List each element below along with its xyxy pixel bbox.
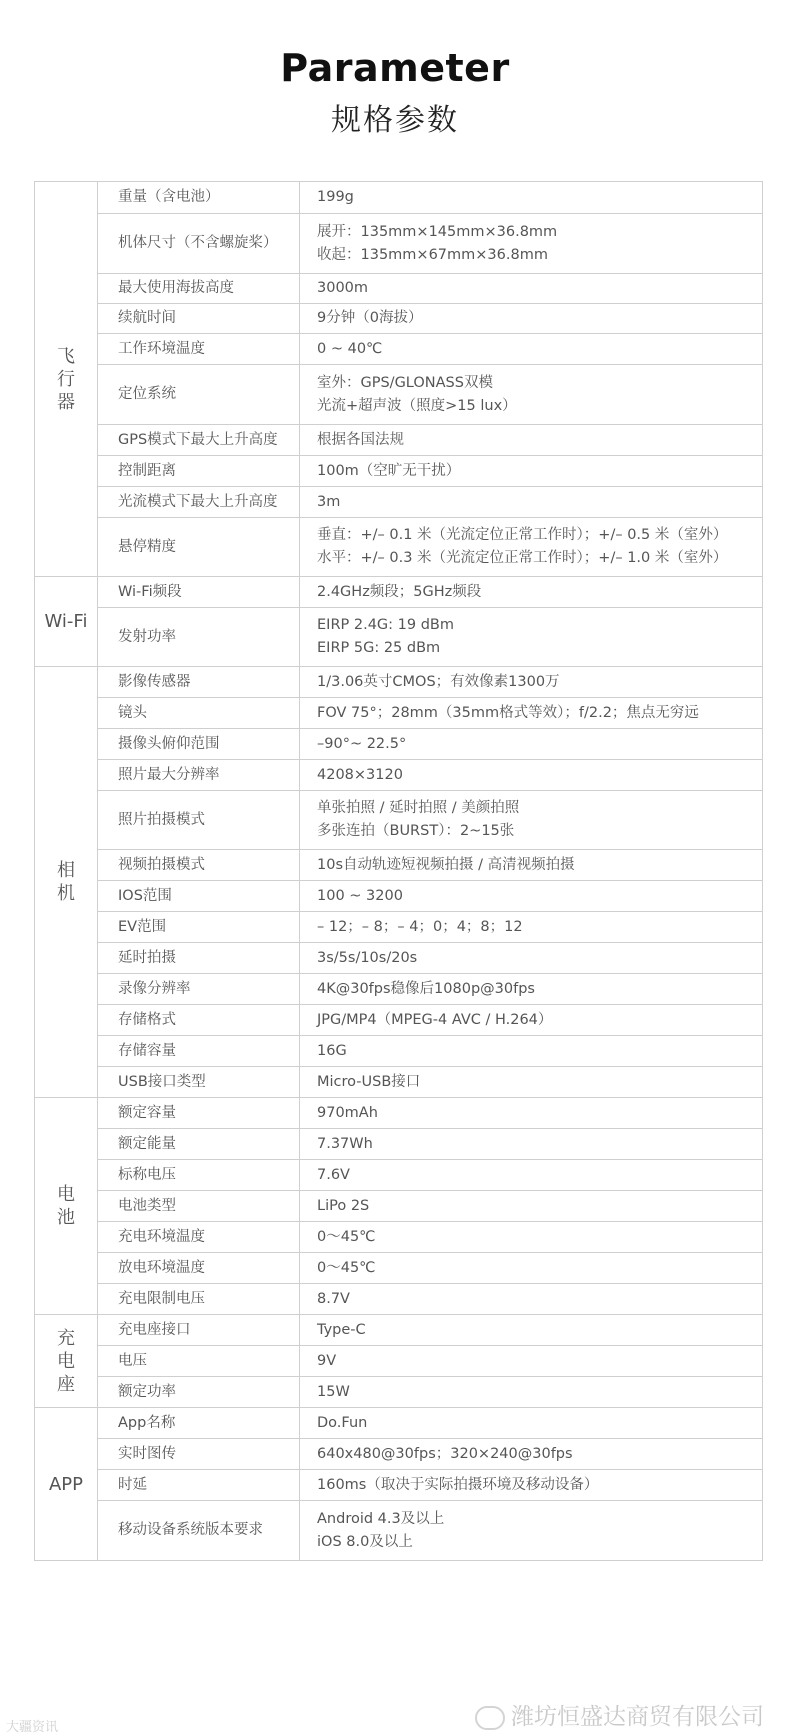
spec-row (35, 943, 763, 974)
param-value-line: 室外：GPS/GLONASS双模 (317, 374, 493, 391)
param-name: 存储容量 (98, 1036, 300, 1067)
param-value (300, 912, 763, 943)
param-name: 摄像头俯仰范围 (98, 729, 300, 760)
wechat-icon (475, 1706, 505, 1730)
param-value (300, 304, 763, 334)
category-label: Wi-Fi (44, 611, 88, 632)
param-value-line: 光流+超声波（照度>15 lux） (317, 397, 517, 414)
param-name: 发射功率 (98, 608, 300, 667)
param-name: 控制距离 (98, 456, 300, 487)
param-name: 额定容量 (98, 1098, 300, 1129)
param-value-line: 水平：+/– 0.3 米（光流定位正常工作时）；+/– 1.0 米（室外） (317, 550, 728, 566)
param-name: 电池类型 (98, 1191, 300, 1222)
spec-row (35, 698, 763, 729)
spec-row (35, 1408, 763, 1439)
spec-row (35, 760, 763, 791)
spec-row (35, 1253, 763, 1284)
param-value (300, 850, 763, 881)
param-name: 重量（含电池） (98, 182, 300, 214)
param-value (300, 577, 763, 608)
spec-row (35, 1315, 763, 1346)
spec-row (35, 1036, 763, 1067)
param-value-line: 10s自动轨迹短视频拍摄 / 高清视频拍摄 (317, 856, 575, 873)
param-value (300, 425, 763, 456)
param-value-line: 2.4GHz频段；5GHz频段 (317, 583, 482, 600)
param-value (300, 760, 763, 791)
param-value (300, 1470, 763, 1501)
spec-row (35, 334, 763, 365)
param-value (300, 214, 763, 274)
param-name: 镜头 (98, 698, 300, 729)
param-value (300, 729, 763, 760)
param-value-line: –90°~ 22.5° (317, 735, 407, 752)
spec-row (35, 518, 763, 577)
param-value-line: Android 4.3及以上 (317, 1510, 445, 1527)
param-name: 延时拍摄 (98, 943, 300, 974)
param-name: IOS范围 (98, 881, 300, 912)
spec-row (35, 304, 763, 334)
category-cell (35, 1408, 98, 1561)
param-value-line: 展开：135mm×145mm×36.8mm (317, 223, 558, 240)
param-name: 光流模式下最大上升高度 (98, 487, 300, 518)
param-value (300, 698, 763, 729)
param-value-line: 640x480@30fps；320×240@30fps (317, 1445, 573, 1462)
param-value (300, 1439, 763, 1470)
param-value-line: Do.Fun (317, 1414, 368, 1431)
spec-row (35, 577, 763, 608)
param-value (300, 667, 763, 698)
param-name: 定位系统 (98, 365, 300, 425)
param-value (300, 608, 763, 667)
spec-row (35, 456, 763, 487)
param-value-line: 16G (317, 1042, 347, 1059)
spec-row (35, 1284, 763, 1315)
param-value (300, 1284, 763, 1315)
param-name: 标称电压 (98, 1160, 300, 1191)
param-value-line: 3m (317, 493, 341, 510)
spec-row (35, 1191, 763, 1222)
param-value-line: 100 ~ 3200 (317, 887, 403, 904)
param-value-line: LiPo 2S (317, 1197, 370, 1214)
param-value-line: 3000m (317, 280, 369, 296)
category-cell (35, 1098, 98, 1315)
param-name: 移动设备系统版本要求 (98, 1501, 300, 1561)
spec-row (35, 850, 763, 881)
param-name: 视频拍摄模式 (98, 850, 300, 881)
param-value-line: 单张拍照 / 延时拍照 / 美颜拍照 (317, 800, 520, 816)
spec-row (35, 365, 763, 425)
spec-row (35, 1222, 763, 1253)
param-name: EV范围 (98, 912, 300, 943)
spec-row (35, 1377, 763, 1408)
spec-row (35, 487, 763, 518)
param-value (300, 791, 763, 850)
param-value-line: 垂直：+/– 0.1 米（光流定位正常工作时）；+/– 0.5 米（室外） (317, 527, 728, 543)
param-value (300, 1067, 763, 1098)
param-value-line: FOV 75°；28mm（35mm格式等效）；f/2.2；焦点无穷远 (317, 704, 699, 721)
category-cell (35, 667, 98, 1098)
spec-row (35, 729, 763, 760)
corner-watermark: 大疆资讯 (6, 1720, 59, 1735)
param-value-line: Type-C (317, 1321, 366, 1338)
param-name: 额定能量 (98, 1129, 300, 1160)
param-value (300, 1253, 763, 1284)
param-name: 续航时间 (98, 304, 300, 334)
spec-row (35, 1501, 763, 1561)
param-value-line: 7.6V (317, 1166, 350, 1183)
param-value (300, 1408, 763, 1439)
param-value (300, 1160, 763, 1191)
param-value-line: 根据各国法规 (317, 431, 404, 448)
param-value (300, 487, 763, 518)
param-value-line: 1/3.06英寸CMOS；有效像素1300万 (317, 673, 560, 690)
param-value-line: 15W (317, 1383, 350, 1400)
param-name: 时延 (98, 1470, 300, 1501)
spec-row (35, 214, 763, 274)
param-value (300, 974, 763, 1005)
param-name: 放电环境温度 (98, 1253, 300, 1284)
spec-row (35, 1129, 763, 1160)
param-value-line: 970mAh (317, 1104, 378, 1121)
param-value-line: EIRP 5G: 25 dBm (317, 640, 441, 656)
param-name: 最大使用海拔高度 (98, 274, 300, 304)
param-value (300, 1501, 763, 1561)
category-label: APP (48, 1473, 84, 1495)
watermark-text: 潍坊恒盛达商贸有限公司 (511, 1704, 764, 1730)
param-value-line: 4208×3120 (317, 766, 403, 783)
spec-row (35, 1470, 763, 1501)
spec-row (35, 667, 763, 698)
param-name: 悬停精度 (98, 518, 300, 577)
param-name: 实时图传 (98, 1439, 300, 1470)
param-value (300, 1377, 763, 1408)
param-value-line: 3s/5s/10s/20s (317, 949, 418, 966)
param-value-line: 4K@30fps稳像后1080p@30fps (317, 980, 535, 997)
spec-row (35, 1346, 763, 1377)
param-name: 电压 (98, 1346, 300, 1377)
param-value (300, 1005, 763, 1036)
spec-row (35, 1439, 763, 1470)
param-value-line: Micro-USB接口 (317, 1073, 421, 1090)
category-label: 相机 (57, 860, 75, 904)
category-cell (35, 1315, 98, 1408)
param-value (300, 1036, 763, 1067)
param-value-line: 9分钟（0海拔） (317, 310, 423, 326)
param-name: 存储格式 (98, 1005, 300, 1036)
param-value (300, 1098, 763, 1129)
param-value-line: 0 ~ 40℃ (317, 340, 383, 357)
param-value-line: EIRP 2.4G: 19 dBm (317, 617, 454, 633)
param-value (300, 943, 763, 974)
param-value (300, 182, 763, 214)
param-value (300, 274, 763, 304)
param-value (300, 334, 763, 365)
param-name: 充电座接口 (98, 1315, 300, 1346)
spec-row (35, 1005, 763, 1036)
param-name: 工作环境温度 (98, 334, 300, 365)
param-name: 额定功率 (98, 1377, 300, 1408)
param-name: 机体尺寸（不含螺旋桨） (98, 214, 300, 274)
spec-row (35, 912, 763, 943)
param-name: 照片最大分辨率 (98, 760, 300, 791)
param-value-line: 160ms（取决于实际拍摄环境及移动设备） (317, 1476, 599, 1493)
param-name: USB接口类型 (98, 1067, 300, 1098)
param-value (300, 1129, 763, 1160)
category-cell (35, 182, 98, 577)
param-value (300, 1315, 763, 1346)
param-name: 录像分辨率 (98, 974, 300, 1005)
param-value (300, 456, 763, 487)
param-name: 照片拍摄模式 (98, 791, 300, 850)
param-value-line: 100m（空旷无干扰） (317, 462, 461, 479)
param-value-line: 收起：135mm×67mm×36.8mm (317, 246, 548, 263)
spec-row (35, 791, 763, 850)
param-value-line: JPG/MP4（MPEG-4 AVC / H.264） (317, 1011, 553, 1028)
spec-row (35, 608, 763, 667)
param-value (300, 518, 763, 577)
param-value-line: 8.7V (317, 1290, 350, 1307)
category-label: 充电座 (57, 1327, 75, 1395)
spec-row (35, 1067, 763, 1098)
spec-row (35, 425, 763, 456)
param-name: 充电环境温度 (98, 1222, 300, 1253)
spec-row (35, 881, 763, 912)
param-value-line: 9V (317, 1352, 337, 1369)
param-name: Wi-Fi频段 (98, 577, 300, 608)
page-title-cn: 规格参数 (331, 103, 459, 138)
param-value-line: 7.37Wh (317, 1135, 373, 1152)
spec-table (34, 181, 763, 1561)
param-value-line: 0～45℃ (317, 1259, 376, 1276)
param-value (300, 1222, 763, 1253)
param-value-line: 199g (317, 189, 354, 205)
spec-row (35, 1160, 763, 1191)
category-label: 电池 (57, 1184, 75, 1228)
param-name: GPS模式下最大上升高度 (98, 425, 300, 456)
param-name: 充电限制电压 (98, 1284, 300, 1315)
param-value-line: 0～45℃ (317, 1228, 376, 1245)
param-value (300, 881, 763, 912)
param-value (300, 1346, 763, 1377)
param-value (300, 1191, 763, 1222)
param-name: App名称 (98, 1408, 300, 1439)
param-value-line: iOS 8.0及以上 (317, 1533, 413, 1550)
spec-row (35, 182, 763, 214)
watermark (475, 1698, 764, 1731)
category-label: 飞行器 (57, 345, 75, 413)
param-value-line: 多张连拍（BURST）：2~15张 (317, 823, 515, 839)
param-value (300, 365, 763, 425)
spec-row (35, 1098, 763, 1129)
param-value-line: – 12；– 8；– 4；0；4；8；12 (317, 918, 523, 935)
spec-row (35, 974, 763, 1005)
page-title-en: Parameter (280, 46, 510, 90)
spec-row (35, 274, 763, 304)
category-cell (35, 577, 98, 667)
param-name: 影像传感器 (98, 667, 300, 698)
